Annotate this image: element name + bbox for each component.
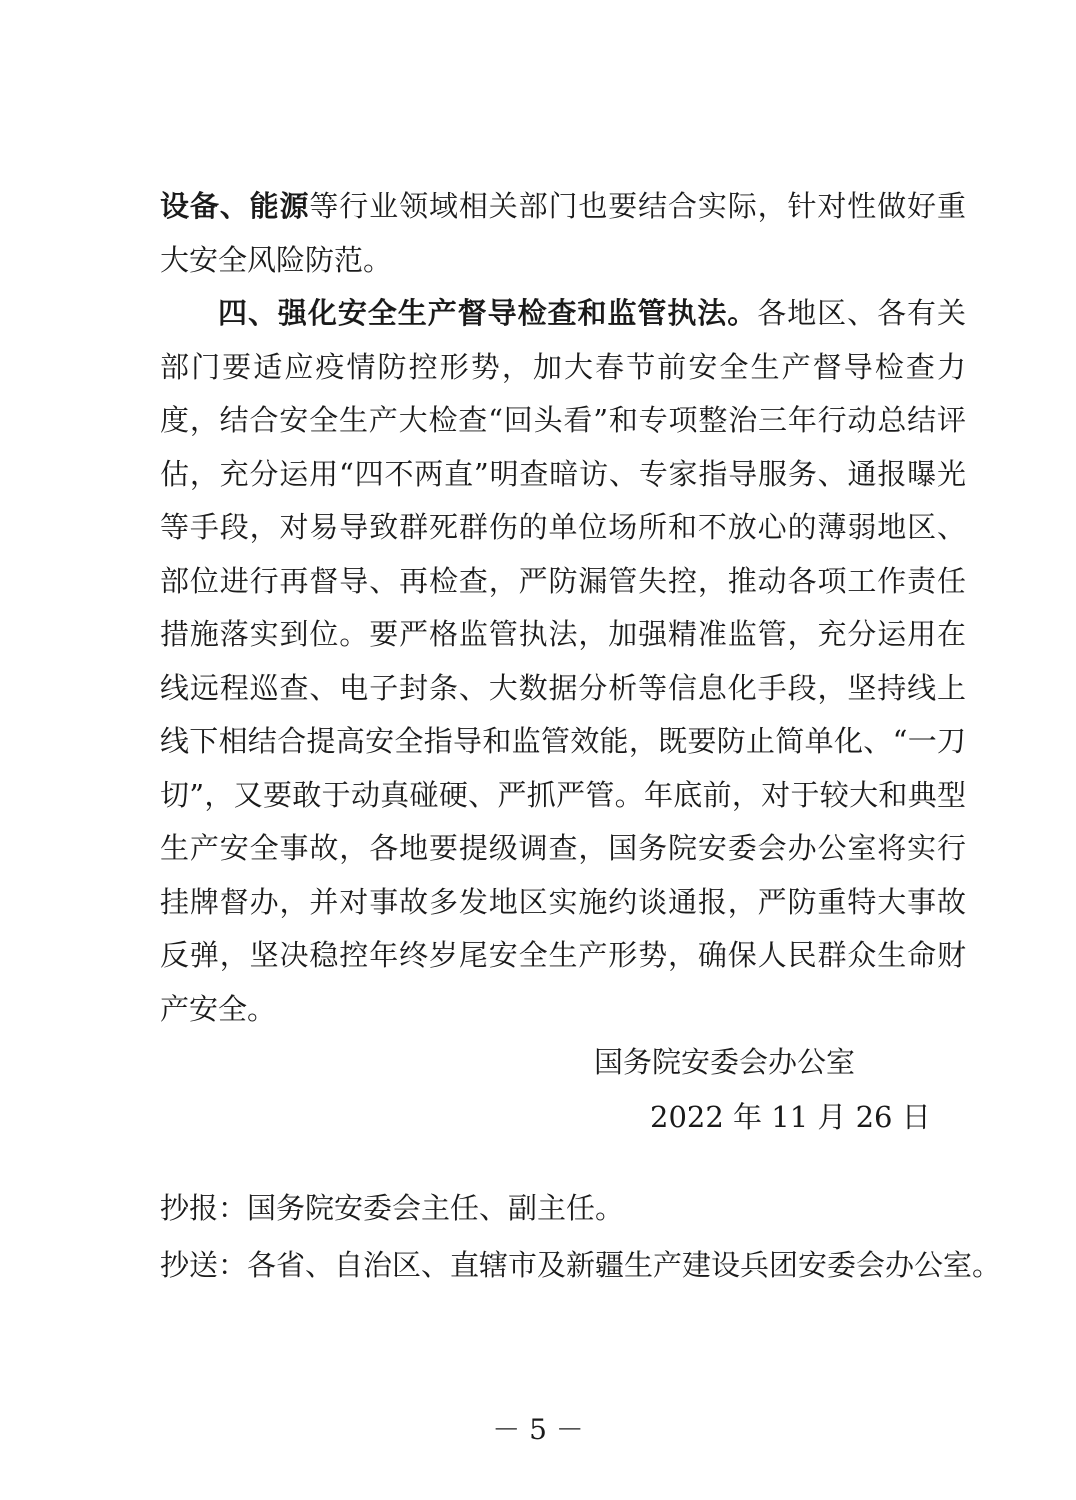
distribution-block [160, 1180, 1000, 1294]
paragraph-text: 等行业领域相关部门也要结合实际，针对性做好重大安全风险防范。 [160, 189, 966, 277]
signature-block [560, 1035, 940, 1145]
paragraph-section-four [160, 287, 966, 1036]
keyword-separator: 、 [219, 189, 250, 223]
issuing-organization: 国务院安委会办公室 [594, 1045, 856, 1079]
keyword-energy: 能源 [249, 189, 310, 223]
paragraph-energy-equipment [160, 180, 966, 287]
page-number: － 5 － [492, 1413, 584, 1446]
issue-date: 2022 年 11 月 26 日 [650, 1100, 931, 1134]
cc-report-line: 抄报：国务院安委会主任、副主任。 [160, 1191, 625, 1225]
paragraph-text: 各地区、各有关部门要适应疫情防控形势，加大春节前安全生产督导检查力度，结合安全生产大检查“回头看”和专项整治三年行动总结评估，充分运用“四不两直”明查暗访、专家指导服务、通报曝光等手段，对易导致群死群伤的单位场所和不放心的薄弱地区、部位进行再督导、再检查，严防漏管失控，推动各项工作责任措施落实到位。要严格监管执法，加强精准监管，充分运用在线远程巡查、电子封条、大数据分析等信息化手段，坚持线上线下相结合提高安全指导和监管效能，既要防止简单化、“一刀切”，又要敢于动真碰硬、严抓严管。年底前，对于较大和典型生产安全事故，各地要提级调查，国务院安委会办公室将实行挂牌督办，并对事故多发地区实施约谈通报，严防重特大事故反弹，坚决稳控年终岁尾安全生产形势，确保人民群众生命财产安全。 [160, 296, 966, 1026]
cc-send-line: 抄送：各省、自治区、直辖市及新疆生产建设兵团安委会办公室。 [160, 1248, 1002, 1282]
document-body [160, 180, 966, 1036]
keyword-equipment: 设备 [160, 189, 220, 223]
section-heading: 四、强化安全生产督导检查和监管执法。 [218, 296, 758, 330]
